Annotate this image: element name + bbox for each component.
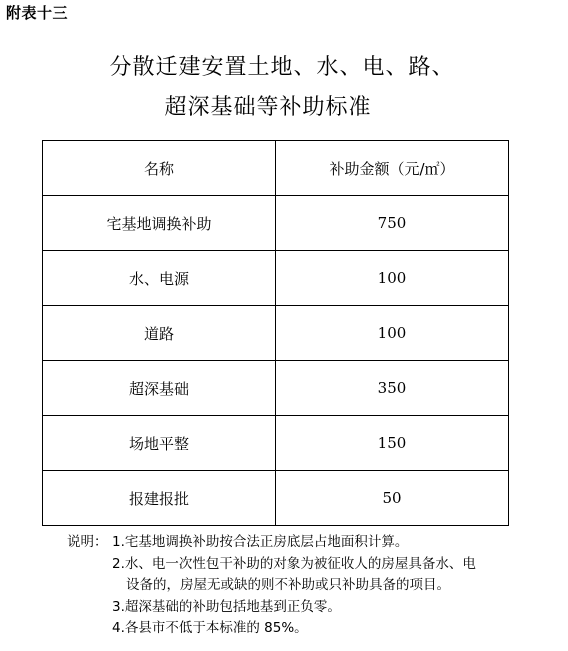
table-row	[43, 306, 509, 361]
row-name: 水、电源	[43, 251, 276, 306]
table-row	[43, 251, 509, 306]
row-amount: 100	[276, 306, 509, 361]
header-amount: 补助金额（元/㎡）	[276, 141, 509, 196]
header-name: 名称	[43, 141, 276, 196]
row-name: 报建报批	[43, 471, 276, 526]
row-amount: 50	[276, 471, 509, 526]
title-line-1: 分散迁建安置土地、水、电、路、	[109, 55, 455, 80]
row-amount: 750	[276, 196, 509, 251]
note-item: 1.宅基地调换补助按合法正房底层占地面积计算。	[112, 534, 409, 550]
row-amount: 150	[276, 416, 509, 471]
row-name: 宅基地调换补助	[43, 196, 276, 251]
table-row	[43, 361, 509, 416]
row-name: 超深基础	[43, 361, 276, 416]
title-line-2: 超深基础等补助标准	[164, 95, 372, 120]
table-row	[43, 196, 509, 251]
note-item: 4.各县市不低于本标准的 85%。	[112, 620, 308, 636]
row-name: 道路	[43, 306, 276, 361]
subsidy-table	[42, 140, 509, 526]
note-item: 2.水、电一次性包干补助的对象为被征收人的房屋具备水、电	[112, 556, 476, 572]
table-header-row	[43, 141, 509, 196]
notes-label: 说明：	[67, 534, 108, 550]
note-item-continuation: 设备的，房屋无或缺的则不补助或只补助具备的项目。	[126, 577, 450, 593]
table-row	[43, 471, 509, 526]
appendix-label: 附表十三	[6, 4, 69, 22]
row-amount: 100	[276, 251, 509, 306]
note-item: 3.超深基础的补助包括地基到正负零。	[112, 599, 341, 615]
table-row	[43, 416, 509, 471]
row-name: 场地平整	[43, 416, 276, 471]
row-amount: 350	[276, 361, 509, 416]
